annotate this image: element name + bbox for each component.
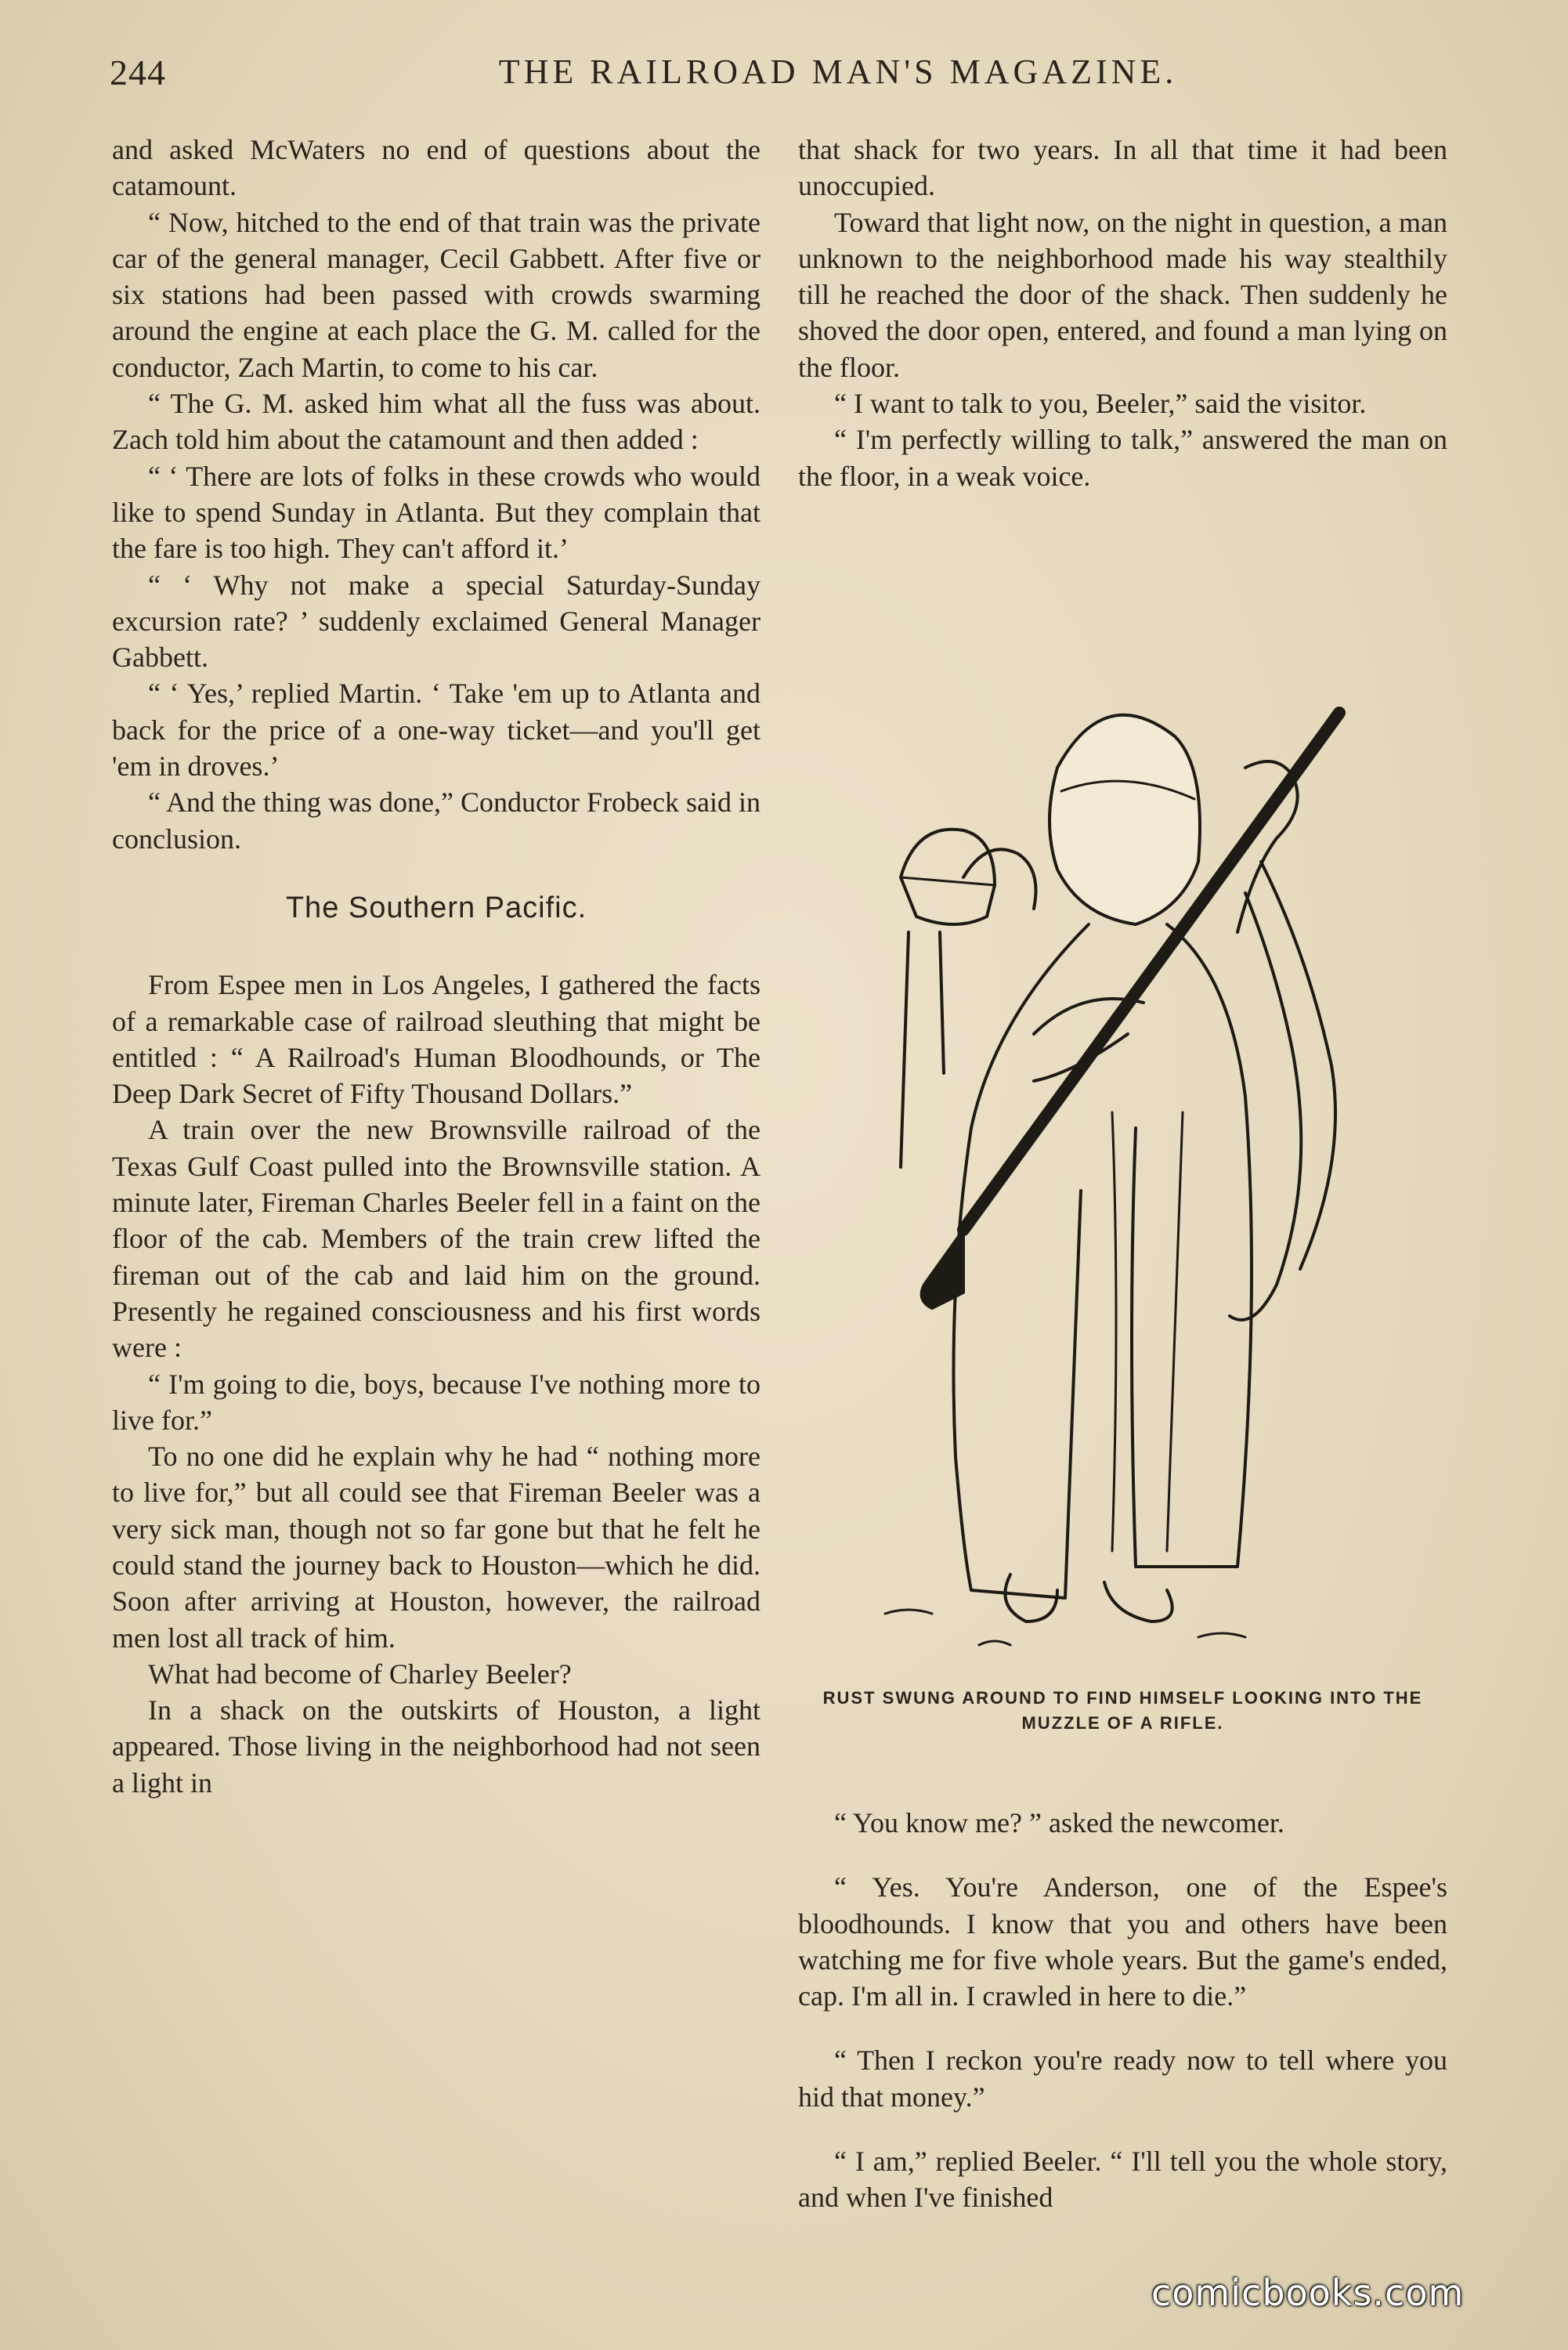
paragraph: From Espee men in Los Angeles, I gathered the facts of a remarkable case of railroad sleuthing that might be entitled : “ A Railroad's Human Bloodhounds, or The Deep Dark Secret of Fifty Thousand Dollars.” <box>112 969 761 1110</box>
page-header <box>110 52 1457 99</box>
paragraph: “ Now, hitched to the end of that train was the private car of the general manager, Cecil Gabbett. After five or six stations had been passed with crowds swarming around the engine at each place the G. M. called for the conductor, Zach Martin, to come to his car. <box>112 206 761 383</box>
paragraph: To no one did he explain why he had “ nothing more to live for,” but all could see that Fireman Beeler was a very sick man, though not so far gone but that he felt he could stand the journey back to Houston—which he did. Soon after arriving at Houston, however, the railroad men lost all track of him. <box>112 1441 761 1654</box>
paragraph: “ I'm going to die, boys, because I've nothing more to live for.” <box>112 1368 761 1436</box>
paragraph: and asked McWaters no end of questions about the catamount. <box>112 134 761 202</box>
left-column <box>112 132 761 1801</box>
paragraph: Toward that light now, on the night in question, a man unknown to the neighborhood made his way stealthily till he reached the door of the shack. Then suddenly he shoved the door open, entered, and found a man lying on the floor. <box>798 206 1447 383</box>
page-number: 244 <box>110 52 166 92</box>
paragraph: What had become of Charley Beeler? <box>148 1658 572 1690</box>
paragraph: “ You know me? ” asked the newcomer. <box>834 1807 1284 1838</box>
paragraph: “ I am,” replied Beeler. “ I'll tell you the whole story, and when I've finished <box>798 2146 1447 2214</box>
paragraph: “ Yes. You're Anderson, one of the Espee's bloodhounds. I know that you and others have been watching me for five whole years. But the game's ended, cap. I'm all in. I crawled in here to die.” <box>798 1871 1447 2012</box>
right-column-bottom <box>798 1777 1447 2244</box>
paragraph: “ The G. M. asked him what all the fuss was about. Zach told him about the catamount and then added : <box>112 388 761 456</box>
section-heading: The Southern Pacific. <box>285 891 587 924</box>
paragraph: “ Then I reckon you're ready now to tell where you hid that money.” <box>798 2044 1447 2113</box>
paragraph: that shack for two years. In all that time it had been unoccupied. <box>798 134 1447 202</box>
paragraph: “ And the thing was done,” Conductor Frobeck said in conclusion. <box>112 786 761 855</box>
paragraph: “ ‘ There are lots of folks in these crowds who would like to spend Sunday in Atlanta. But they complain that the fare is too high. They can't afford it.’ <box>112 460 761 565</box>
paragraph: “ ‘ Why not make a special Saturday-Sunday excursion rate? ’ suddenly exclaimed General Manager Gabbett. <box>112 569 761 674</box>
paragraph: “ I'm perfectly willing to talk,” answered the man on the floor, in a weak voice. <box>798 424 1447 492</box>
right-column-top <box>798 132 1447 494</box>
robed-figure-with-rifle-illustration <box>854 674 1402 1668</box>
site-watermark: comicbooks.com <box>1151 2272 1465 2314</box>
running-title: THE RAILROAD MAN'S MAGAZINE. <box>498 52 1178 91</box>
paragraph: “ ‘ Yes,’ replied Martin. ‘ Take 'em up to Atlanta and back for the price of a one-way ticket—and you'll get 'em in droves.’ <box>112 678 761 783</box>
illustration-caption: RUST SWUNG AROUND TO FIND HIMSELF LOOKING INTO THE MUZZLE OF A RIFLE. <box>822 1688 1423 1733</box>
paragraph: “ I want to talk to you, Beeler,” said the visitor. <box>834 388 1367 420</box>
paragraph: A train over the new Brownsville railroad of the Texas Gulf Coast pulled into the Brownsville station. A minute later, Fireman Charles Beeler fell in a faint on the floor of the cab. Members of the train crew lifted the fireman out of the cab and laid him on the ground. Presently he regained consciousness and his first words were : <box>112 1114 761 1364</box>
paragraph: In a shack on the outskirts of Houston, a light appeared. Those living in the neighborhood had not seen a light in <box>112 1694 761 1799</box>
